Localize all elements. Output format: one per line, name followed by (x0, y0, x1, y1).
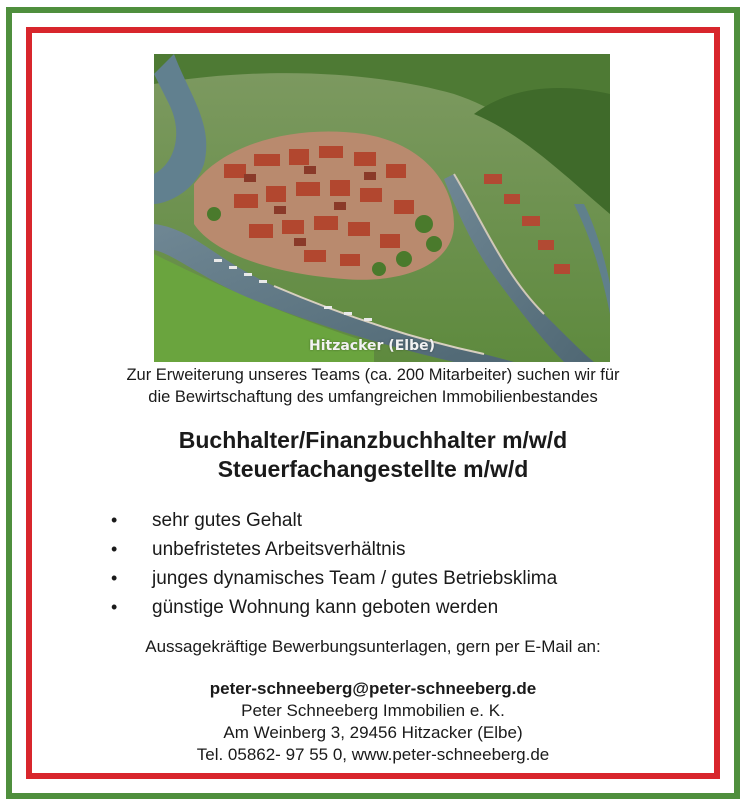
bullet-icon: • (111, 597, 118, 617)
intro-line-2: die Bewirtschaftung des umfangreichen Immobilienbestandes (148, 388, 598, 406)
ad-content (32, 364, 714, 766)
application-call-to-action: Aussagekräftige Bewerbungsunterlagen, gern per E-Mail an: (145, 637, 601, 656)
benefit-text: sehr gutes Gehalt (152, 510, 302, 531)
list-item (32, 535, 714, 564)
list-item (32, 564, 714, 593)
inner-red-border (26, 27, 720, 779)
company-name: Peter Schneeberg Immobilien e. K. (241, 701, 505, 720)
company-address: Am Weinberg 3, 29456 Hitzacker (Elbe) (223, 723, 523, 742)
phone-and-website: Tel. 05862- 97 55 0, www.peter-schneeberg.de (196, 745, 550, 764)
bullet-icon: • (111, 510, 118, 530)
outer-green-border (6, 7, 740, 799)
intro-line-1: Zur Erweiterung unseres Teams (ca. 200 Mitarbeiter) suchen wir für (126, 366, 620, 384)
benefits-list (32, 506, 714, 622)
photo-caption: Hitzacker (Elbe) (309, 338, 435, 354)
list-item (32, 506, 714, 535)
contact-block (32, 678, 714, 766)
benefit-text: günstige Wohnung kann geboten werden (152, 597, 499, 618)
contact-email-link[interactable]: peter-schneeberg@peter-schneeberg.de (209, 679, 537, 698)
benefit-text: junges dynamisches Team / gutes Betriebsklima (152, 568, 558, 589)
bullet-icon: • (111, 568, 118, 588)
job-title-tax-clerk: Steuerfachangestellte m/w/d (217, 456, 529, 482)
job-title-accountant: Buchhalter/Finanzbuchhalter m/w/d (178, 427, 568, 453)
list-item (32, 593, 714, 622)
job-titles (32, 426, 714, 484)
aerial-photo-illustration (154, 54, 610, 362)
bullet-icon: • (111, 539, 118, 559)
benefit-text: unbefristetes Arbeitsverhältnis (152, 539, 406, 560)
aerial-town-photo (154, 54, 610, 362)
